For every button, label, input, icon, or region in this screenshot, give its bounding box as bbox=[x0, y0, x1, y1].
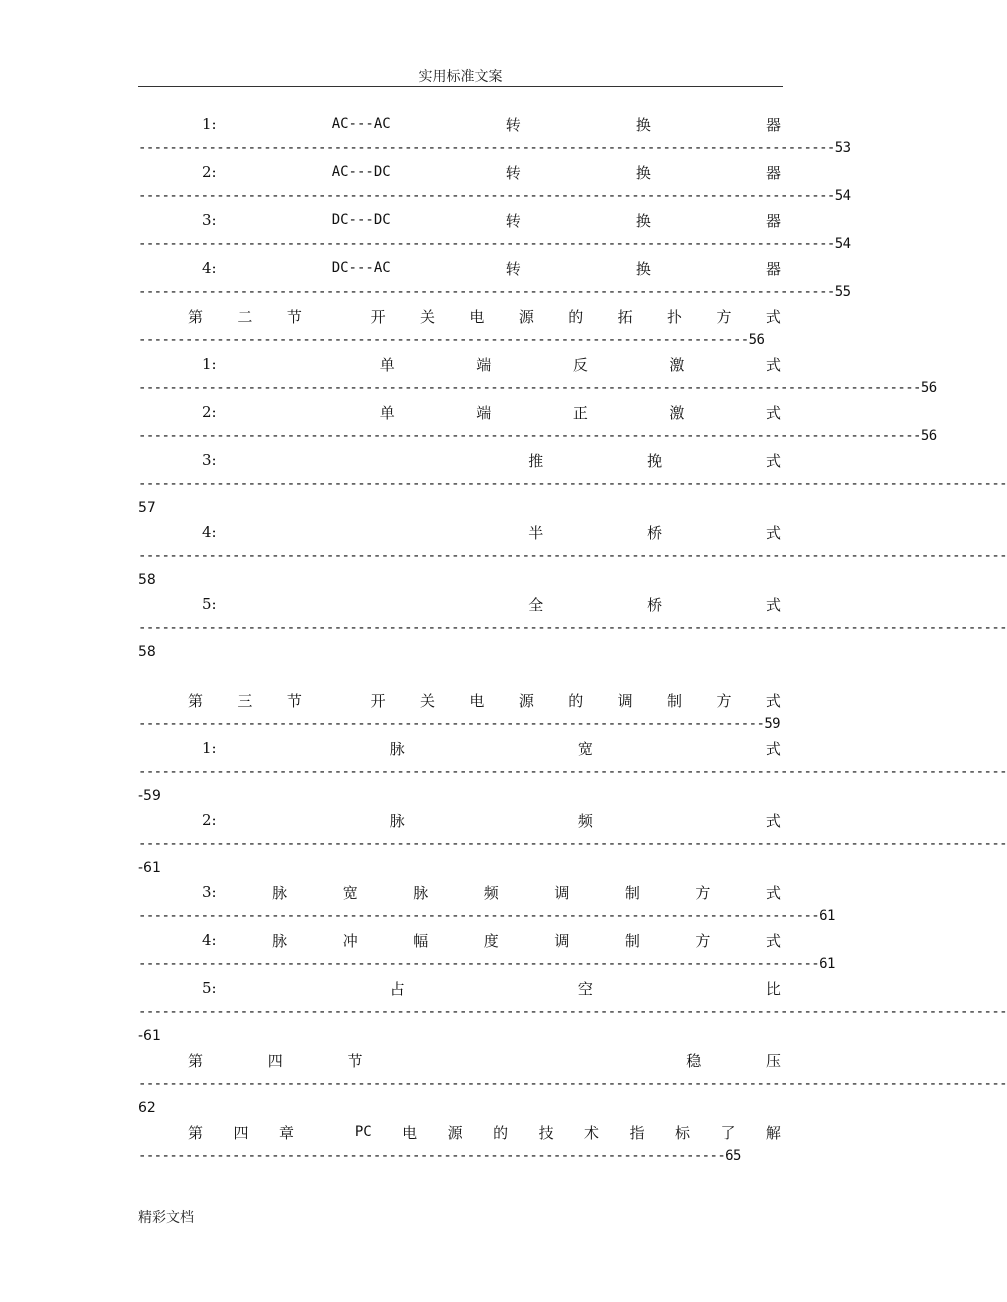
toc-page-number: 53 bbox=[834, 140, 851, 156]
toc-page-number: 62 bbox=[138, 1100, 156, 1116]
toc-entry[interactable] bbox=[138, 160, 851, 208]
toc-leader: ----------------------------------------------------------------------------------------- 54 bbox=[138, 236, 851, 252]
toc-page-number: 56 bbox=[920, 380, 937, 396]
toc-page-number: 61 bbox=[819, 908, 835, 924]
toc-entry-title: 4: 半 桥 式 bbox=[202, 523, 781, 542]
toc-entry[interactable] bbox=[138, 448, 1007, 520]
toc-page-number: 58 bbox=[138, 644, 156, 660]
toc-entry-title: 第 四 节 稳 压 bbox=[188, 1051, 781, 1070]
page-footer: 精彩文档 bbox=[138, 1210, 194, 1226]
toc-leader: --------------------------------------------------------------------------------------------------------------- bbox=[138, 836, 1007, 852]
toc-entry[interactable] bbox=[138, 976, 1007, 1048]
toc-chapter-entry[interactable] bbox=[138, 1120, 783, 1168]
toc-entry-title: 5: 占 空 比 bbox=[202, 979, 781, 998]
toc-leader: --------------------------------------------------------------------------------------- 61 bbox=[138, 908, 835, 924]
toc-leader: --------------------------------------------------------------------------------------------------------------- bbox=[138, 1076, 1007, 1092]
toc-entry[interactable] bbox=[138, 400, 937, 448]
toc-entry-title: 1: 单 端 反 激 式 bbox=[202, 355, 781, 374]
toc-entry-title: 2: AC---DC 转 换 器 bbox=[202, 163, 781, 182]
toc-page-number: 55 bbox=[834, 284, 851, 300]
toc-section-entry[interactable] bbox=[138, 304, 783, 352]
toc-section-entry[interactable] bbox=[138, 1048, 1007, 1120]
toc-entry[interactable] bbox=[138, 880, 835, 928]
toc-entry-title: 4: 脉 冲 幅 度 调 制 方 式 bbox=[202, 931, 781, 950]
toc-entry-title: 1: AC---AC 转 换 器 bbox=[202, 115, 781, 134]
header-rule bbox=[138, 86, 783, 87]
toc-page-number: -61 bbox=[138, 1028, 161, 1044]
toc-page-number: 58 bbox=[138, 572, 156, 588]
toc-leader: ----------------------------------------------------------------------------------------- 53 bbox=[138, 140, 851, 156]
toc-page-number: 54 bbox=[834, 236, 851, 252]
table-of-contents bbox=[138, 112, 1007, 1168]
toc-entry[interactable] bbox=[138, 736, 1007, 808]
toc-leader: --------------------------------------------------------------------------------------------------------------- bbox=[138, 620, 1007, 636]
toc-entry[interactable] bbox=[138, 808, 1007, 880]
toc-entry-title: 3: 推 挽 式 bbox=[202, 451, 781, 470]
toc-leader: ----------------------------------------------------------------------------------------- 55 bbox=[138, 284, 851, 300]
toc-entry-title: 第 四 章 PC 电 源 的 技 术 指 标 了 解 bbox=[188, 1123, 781, 1142]
toc-entry[interactable] bbox=[138, 592, 1007, 664]
toc-leader: ------------------------------------------------------------------------------ 56 bbox=[138, 332, 765, 348]
toc-entry-title: 第 二 节 开 关 电 源 的 拓 扑 方 式 bbox=[188, 307, 781, 326]
toc-page-number: -59 bbox=[138, 788, 161, 804]
toc-page-number: 56 bbox=[748, 332, 765, 348]
toc-leader: ---------------------------------------------------------------------------------------------------- 56 bbox=[138, 428, 937, 444]
toc-entry-title: 2: 单 端 正 激 式 bbox=[202, 403, 781, 422]
toc-leader: --------------------------------------------------------------------------------------- 61 bbox=[138, 956, 835, 972]
toc-entry-title: 1: 脉 宽 式 bbox=[202, 739, 781, 758]
toc-leader: -------------------------------------------------------------------------------- 59 bbox=[138, 716, 780, 732]
toc-page-number: 61 bbox=[819, 956, 835, 972]
toc-entry-title: 3: 脉 宽 脉 频 调 制 方 式 bbox=[202, 883, 781, 902]
toc-entry-title: 2: 脉 频 式 bbox=[202, 811, 781, 830]
toc-section-entry[interactable] bbox=[138, 688, 783, 736]
toc-entry-title: 5: 全 桥 式 bbox=[202, 595, 781, 614]
toc-entry[interactable] bbox=[138, 208, 851, 256]
toc-entry[interactable] bbox=[138, 112, 851, 160]
toc-entry[interactable] bbox=[138, 256, 851, 304]
toc-entry[interactable] bbox=[138, 520, 1007, 592]
toc-page-number: 56 bbox=[920, 428, 937, 444]
toc-page-number: 65 bbox=[725, 1148, 741, 1164]
toc-entry-title: 4: DC---AC 转 换 器 bbox=[202, 259, 781, 278]
toc-page-number: 54 bbox=[834, 188, 851, 204]
toc-leader: --------------------------------------------------------------------------------------------------------------- bbox=[138, 764, 1007, 780]
toc-page-number: -61 bbox=[138, 860, 161, 876]
toc-entry[interactable] bbox=[138, 352, 937, 400]
toc-page-number: 57 bbox=[138, 500, 156, 516]
toc-leader: --------------------------------------------------------------------------------------------------------------- bbox=[138, 1004, 1007, 1020]
toc-entry-title: 第 三 节 开 关 电 源 的 调 制 方 式 bbox=[188, 691, 781, 710]
toc-leader: --------------------------------------------------------------------------------------------------------------- bbox=[138, 548, 1007, 564]
toc-leader: --------------------------------------------------------------------------------------------------------------- bbox=[138, 476, 1007, 492]
toc-leader: ----------------------------------------------------------------------------------------- 54 bbox=[138, 188, 851, 204]
toc-leader: --------------------------------------------------------------------------- 65 bbox=[138, 1148, 741, 1164]
toc-leader: ---------------------------------------------------------------------------------------------------- 56 bbox=[138, 380, 937, 396]
page-header: 实用标准文案 bbox=[418, 69, 503, 85]
toc-page-number: 59 bbox=[764, 716, 780, 732]
toc-entry[interactable] bbox=[138, 928, 835, 976]
toc-entry-title: 3: DC---DC 转 换 器 bbox=[202, 211, 781, 230]
